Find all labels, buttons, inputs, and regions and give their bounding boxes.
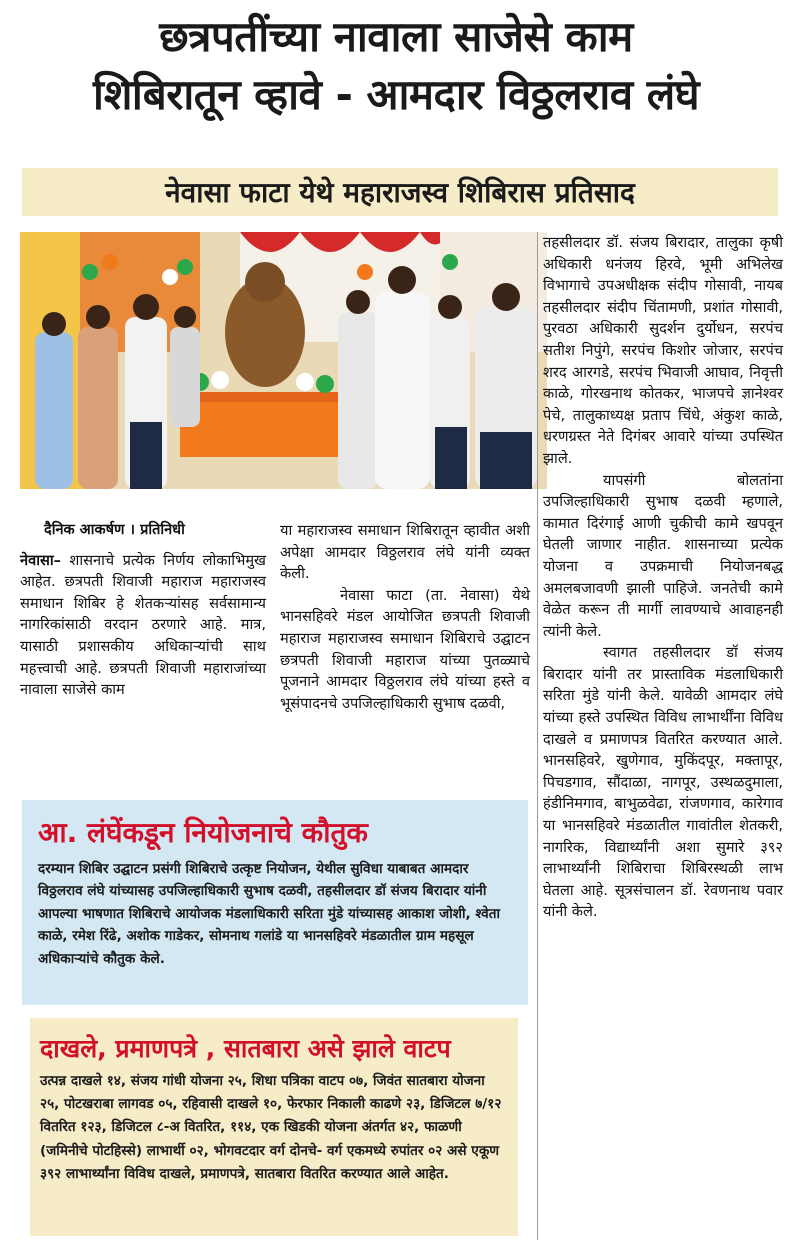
distribution-box-text: उत्पन्न दाखले १४, संजय गांधी योजना २५, शिधा पत्रिका वाटप ०७, जिवंत सातबारा योजना २५, पोटखराबा लागवड ०५, रहिवासी दाखले १०, फेरफार निकाली काढणे २३, डिजिटल ७/१२ वितरित १२३, डिजिटल ८-अ वितरित, ११४, एक खिडकी योजना अंतर्गत ४२, फाळणी (जमिनीचे पोटहिस्से) लाभार्थी ०२, भोगवटदार वर्ग दोनचे- वर्ग एकमध्ये रुपांतर ०२ असे एकूण ३९२ लाभार्थ्यांना विविध दाखले, प्रमाणपत्रे, सातबारा वितरित करण्यात आले आहेत. — [40, 1073, 502, 1182]
article-column-2 — [280, 520, 530, 714]
headline — [18, 8, 774, 124]
lead-paragraph — [20, 550, 266, 701]
column-3-paragraph-1: तहसीलदार डॉ. संजय बिरादार, तालुका कृषी अधिकारी धनंजय हिरवे, भूमी अभिलेख विभागाचे उपअधीक्षक संदीप गोसावी, नायब तहसीलदार संदीप चिंतामणी, प्रशांत गोसावी, पुरवठा अधिकारी सुदर्शन दुर्योधन, सरपंच सतीश निपुंगे, सरपंच किशोर जोजार, सरपंच शरद आरगडे, सरपंच भिवाजी आघाव, निवृत्ती काळे, गोरखनाथ कोतकर, भाजपचे ज्ञानेश्वर पेचे, तालुकाध्यक्ष प्रताप चिंधे, अंकुश काळे, धरणग्रस्त नेते दिगंबर आवारे यांच्या उपस्थित झाले. — [543, 234, 783, 467]
article-column-3 — [543, 232, 783, 923]
article-column-1 — [20, 520, 266, 701]
praise-box — [22, 800, 528, 1005]
headline-line-2: शिबिरातून व्हावे - आमदार विठ्ठलराव लंघे — [92, 70, 700, 119]
column-3-paragraph-3: स्वागत तहसीलदार डॉ संजय बिरादार यांनी तर प्रास्ताविक मंडलाधिकारी सरिता मुंडे यांनी केले. यावेळी आमदार लंघे यांच्या हस्ते उपस्थित विविध लाभार्थींना विविध दाखले व प्रमाणपत्र वितरित करण्यात आले. भानसहिवरे, खुणेगाव, मुकिंदपूर, मक्तापूर, पिचडगाव, सौंदाळा, नागपूर, उस्थळदुमाला, हंडीनिमगाव, बाभुळवेढा, रांजणगाव, कारेगाव या भानसहिवरे मंडळातील गावांतील शेतकरी, नागरिक, विद्यार्थ्यांनी अशा सुमारे ३९२ लाभार्थ्यांनी शिबिराचा शिबिरस्थळी लाभ घेतला आहे. सूत्रसंचालन डॉ. रेवणनाथ पवार यांनी केले. — [543, 644, 783, 921]
lead-text: शासनाचे प्रत्येक निर्णय लोकाभिमुख आहेत. छत्रपती शिवाजी महाराज महाराजस्व समाधान शिबिर हे शेतकऱ्यांसह सर्वसामान्य नागरिकांसाठी वरदान ठरणारे आहे. मात्र, यासाठी प्रशासकीय अधिकाऱ्यांची साथ महत्त्वाची आहे. छत्रपती शिवाजी महाराजांच्या नावाला साजेसे काम — [20, 551, 266, 699]
praise-box-title: आ. लंघेंकडून नियोजनाचे कौतुक — [38, 816, 368, 849]
subheadline: नेवासा फाटा येथे महाराजस्व शिबिरास प्रतिसाद — [165, 176, 635, 209]
headline-line-1: छत्रपतींच्या नावाला साजेसे काम — [159, 12, 633, 61]
column-divider — [537, 232, 538, 1240]
distribution-box-title: दाखले, प्रमाणपत्रे , सातबारा असे झाले वाटप — [40, 1034, 451, 1063]
column-2-paragraph-2: नेवासा फाटा (ता. नेवासा) येथे भानसहिवरे मंडल आयोजित छत्रपती शिवाजी महाराज महाराजस्व समाधान शिबिराचे उद्घाटन छत्रपती शिवाजी महाराज यांच्या पुतळ्याचे पूजनाने आमदार विठ्ठलराव लंघे यांच्या हस्ते व भूसंपादनचे उपजिल्हाधिकारी सुभाष दळवी, — [280, 586, 530, 712]
column-3-paragraph-2: यापसंगी बोलतांना उपजिल्हाधिकारी सुभाष दळवी म्हणाले, कामात दिरंगाई आणी चुकीची कामे खपवून घेतली जाणार नाहीत. शासनाच्या प्रत्येक योजना व उपक्रमाची नियोजनबद्ध अमलबजावणी झाली पाहिजे. जनतेची कामे वेळेत करून ती मार्गी लावण्याचे आवाहनही त्यांनी केले. — [543, 471, 783, 640]
event-photo — [20, 232, 547, 489]
event-photo-illustration — [20, 232, 547, 489]
praise-box-text: दरम्यान शिबिर उद्घाटन प्रसंगी शिबिराचे उत्कृष्ट नियोजन, येथील सुविधा याबाबत आमदार विठ्ठलराव लंघे यांच्यासह उपजिल्हाधिकारी सुभाष दळवी, तहसीलदार डॉ संजय बिरादार यांनी आपल्या भाषणात शिबिराचे आयोजक मंडलाधिकारी सरिता मुंडे यांच्यासह आकाश जोशी, श्वेता काळे, रमेश रिंढे, अशोक गाडेकर, सोमनाथ गलांडे या भानसहिवरे मंडळातील ग्राम महसूल अधिकाऱ्यांचे कौतुक केले. — [38, 861, 501, 967]
distribution-box — [30, 1018, 518, 1236]
column-2-paragraph-1: या महाराजस्व समाधान शिबिरातून व्हावीत अशी अपेक्षा आमदार विठ्ठलराव लंघे यांनी व्यक्त केली. — [280, 522, 530, 583]
byline: दैनिक आकर्षण । प्रतिनिधी — [44, 522, 185, 538]
dateline: नेवासा– — [20, 551, 61, 569]
subheadline-band — [22, 168, 778, 216]
